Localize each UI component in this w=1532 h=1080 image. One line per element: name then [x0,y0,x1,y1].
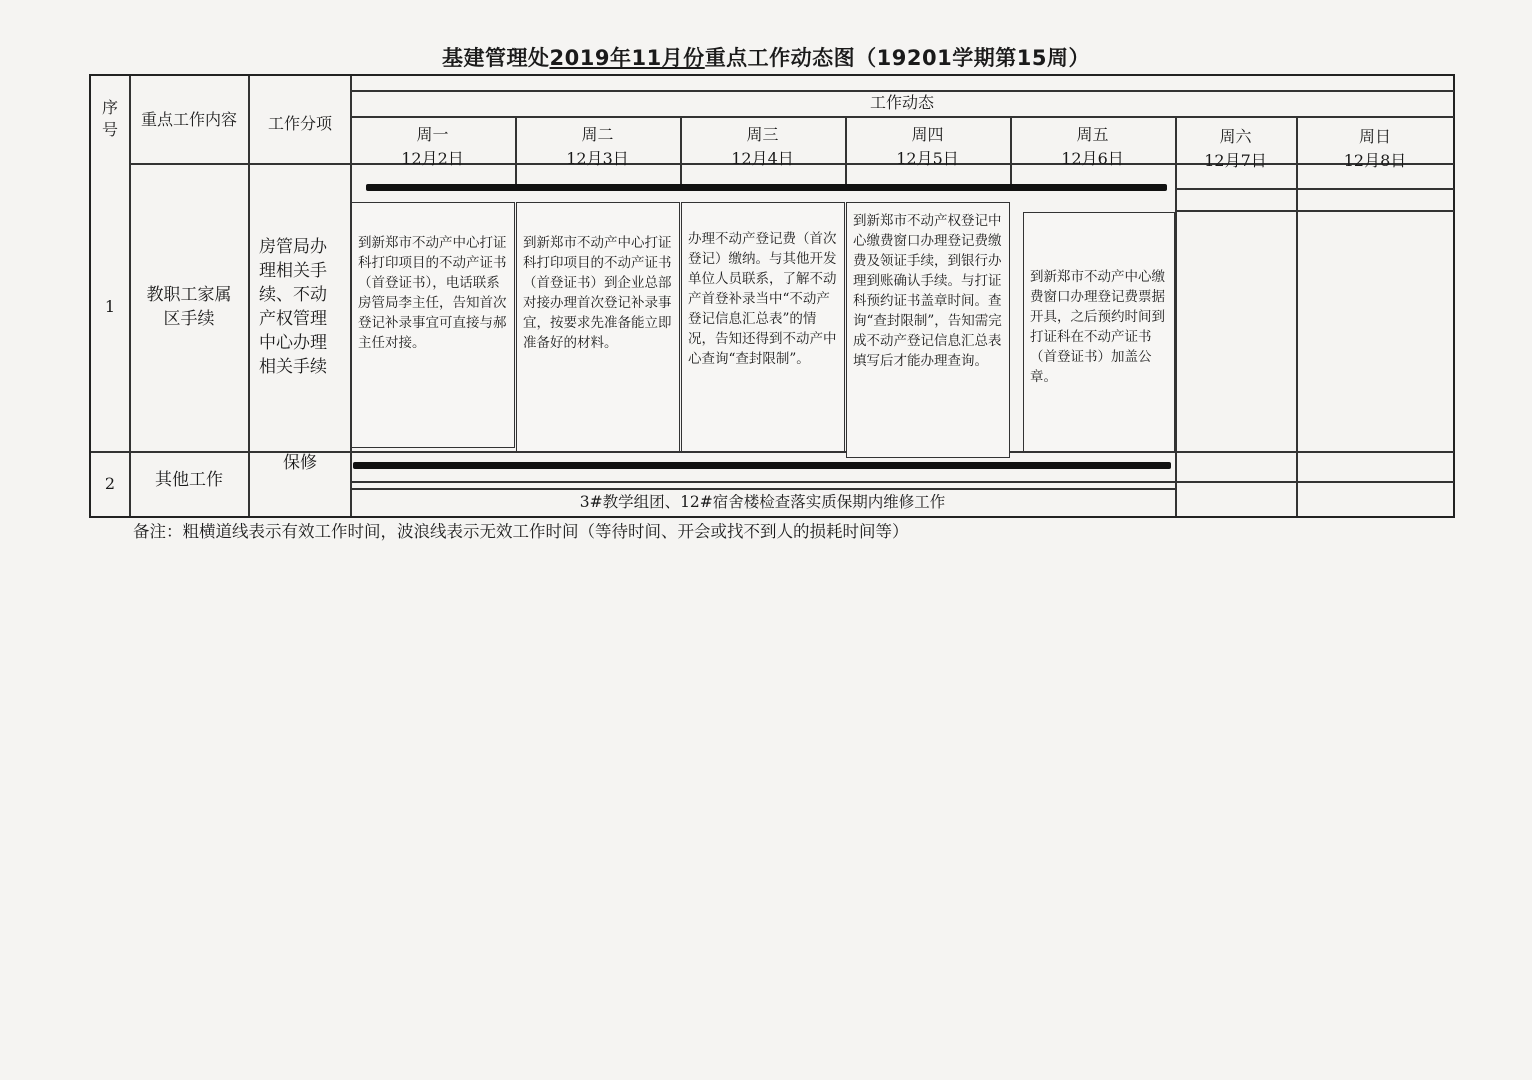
col-line [129,76,131,516]
header-subitem-text: 工作分项 [267,114,332,133]
row-line [1175,188,1454,190]
day-header-wed [680,116,845,178]
row-content-text: 其他工作 [155,470,223,490]
row2-subitem [253,448,347,478]
day-name: 周五 [1076,125,1109,144]
row2-content [133,451,245,509]
day-date: 12月8日 [1343,151,1407,170]
effective-time-bar [353,462,1171,469]
header-dynamics [350,90,1454,116]
entry-wed [681,202,845,452]
title-period: 2019年11月份 [549,46,705,70]
entry-text: 到新郑市不动产中心打证科打印项目的不动产证书（首登证书）到企业总部对接办理首次登记补录事宜，按要求先准备能立即准备好的材料。 [523,235,672,351]
row-seq-text: 1 [104,297,116,316]
document-title [0,42,1532,72]
header-dynamics-text: 工作动态 [869,93,934,112]
row2-span-text [350,488,1175,516]
title-prefix: 基建管理处 [442,46,550,70]
day-header-mon [350,116,515,178]
day-date: 12月3日 [566,149,629,168]
row-subitem-text: 保修 [283,453,317,473]
work-schedule-table [89,74,1455,518]
footnote: 备注：粗横道线表示有效工作时间，波浪线表示无效工作时间（等待时间、开会或找不到人的损耗时间等） [133,522,909,541]
day-name: 周六 [1219,127,1252,146]
entry-mon [351,202,515,448]
row1-subitem [253,163,347,451]
day-header-sat [1175,116,1296,182]
entry-text: 到新郑市不动产中心打证科打印项目的不动产证书（首登证书），电话联系房管局李主任，告知首次登记补录事宜可直接与郝主任对接。 [358,235,507,351]
entry-tue [516,202,680,452]
row-subitem-text: 房管局办理相关手续、不动产权管理中心办理相关手续 [259,237,327,377]
day-header-sun [1296,116,1454,182]
day-date: 12月2日 [401,149,464,168]
row1-seq [91,163,129,451]
day-date: 12月6日 [1061,149,1124,168]
header-content [133,90,245,150]
title-suffix: 重点工作动态图（19201学期第15周） [704,46,1090,70]
effective-time-bar [366,184,1167,191]
row-line [1175,210,1454,212]
row2-seq [91,451,129,516]
day-name: 周二 [581,125,614,144]
day-date: 12月5日 [896,149,959,168]
row1-content [133,163,245,451]
day-name: 周四 [911,125,944,144]
day-date: 12月7日 [1204,151,1267,170]
entry-thu [846,202,1010,458]
header-subitem-label [251,104,349,144]
row-content-text: 教职工家属区手续 [146,285,232,329]
entry-fri [1023,212,1175,452]
day-name: 周一 [416,125,449,144]
header-seq [93,84,127,154]
header-seq-text: 序号 [101,98,118,139]
day-header-fri [1010,116,1175,178]
entry-text: 办理不动产登记费（首次登记）缴纳。与其他开发单位人员联系，了解不动产首登补录当中“不动产登记信息汇总表”的情况，告知还得到不动产中心查询“查封限制”。 [688,231,837,367]
day-date: 12月4日 [731,149,794,168]
row-seq-text: 2 [104,473,116,493]
day-header-tue [515,116,680,178]
header-content-text: 重点工作内容 [140,110,237,129]
entry-text: 到新郑市不动产中心缴费窗口办理登记费票据开具，之后预约时间到打证科在不动产证书（首登证书）加盖公章。 [1030,269,1165,385]
day-name: 周三 [746,125,779,144]
row-line [350,481,1454,483]
col-line [248,76,250,516]
day-header-thu [845,116,1010,178]
entry-text: 到新郑市不动产权登记中心缴费窗口办理登记费缴费及领证手续，到银行办理到账确认手续。与打证科预约证书盖章时间。查询“查封限制”，告知需完成不动产登记信息汇总表填写后才能办理查询。 [853,213,1002,369]
span-text: 3#教学组团、12#宿舍楼检查落实质保期内维修工作 [579,493,946,511]
day-name: 周日 [1358,127,1391,146]
